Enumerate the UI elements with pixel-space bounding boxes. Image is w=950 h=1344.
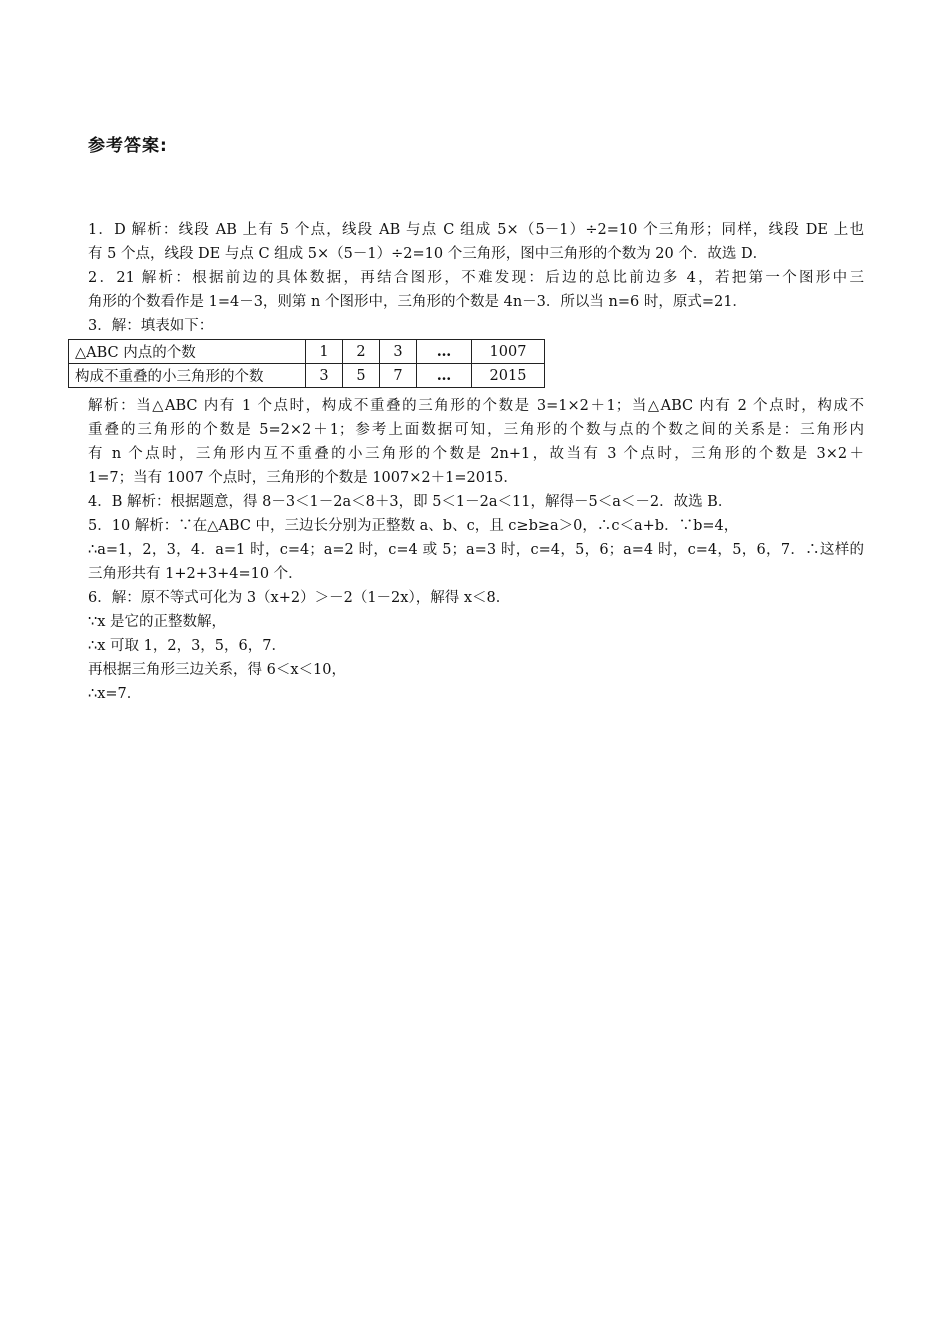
answer-3-analysis-line-2: 重叠的三角形的个数是 5=2×2＋1；参考上面数据可知，三角形的个数与点的个数之间的关系是：三角形内 — [88, 422, 864, 438]
answer-3-intro: 3．解：填表如下： — [88, 318, 214, 334]
table-row — [69, 340, 545, 364]
answer-6-line-3: ∴x 可取 1，2，3，5，6，7． — [88, 638, 286, 654]
table-cell: 7 — [380, 364, 417, 388]
answer-5-line-3: 三角形共有 1+2+3+4=10 个． — [88, 566, 303, 582]
answers-top — [88, 218, 864, 338]
table-cell: 5 — [343, 364, 380, 388]
table-cell: … — [417, 340, 472, 364]
answer-3-analysis-line-4: 1=7；当有 1007 个点时，三角形的个数是 1007×2＋1=2015． — [88, 470, 518, 486]
table-cell: 2 — [343, 340, 380, 364]
points-triangles-table — [68, 339, 545, 388]
answer-1-line-1: 1．D 解析：线段 AB 上有 5 个点，线段 AB 与点 C 组成 5×（5－1）÷2=10 个三角形；同样，线段 DE 上也 — [88, 222, 864, 238]
answer-6-line-2: ∵x 是它的正整数解， — [88, 614, 227, 630]
answer-6-line-5: ∴x=7． — [88, 686, 142, 702]
table-cell: … — [417, 364, 472, 388]
table-row-header: 构成不重叠的小三角形的个数 — [69, 364, 306, 388]
page-title: 参考答案: — [88, 136, 168, 156]
answer-3-analysis-line-3: 有 n 个点时，三角形内互不重叠的小三角形的个数是 2n+1，故当有 3 个点时，三角形的个数是 3×2＋ — [88, 446, 864, 462]
table-row — [69, 364, 545, 388]
table-cell: 1 — [306, 340, 343, 364]
answer-2-line-1: 2．21 解析：根据前边的具体数据，再结合图形，不难发现：后边的总比前边多 4，若把第一个图形中三 — [88, 270, 864, 286]
table-cell: 2015 — [472, 364, 545, 388]
answer-6-line-1: 6．解：原不等式可化为 3（x+2）＞－2（1－2x），解得 x＜8． — [88, 590, 511, 606]
table-cell: 1007 — [472, 340, 545, 364]
table-row-header: △ABC 内点的个数 — [69, 340, 306, 364]
table-cell: 3 — [306, 364, 343, 388]
answer-4: 4．B 解析：根据题意，得 8－3＜1－2a＜8＋3，即 5＜1－2a＜11，解得－5＜a＜－2．故选 B． — [88, 494, 733, 510]
answer-1-line-2: 有 5 个点，线段 DE 与点 C 组成 5×（5－1）÷2=10 个三角形，图中三角形的个数为 20 个．故选 D． — [88, 246, 768, 262]
table-cell: 3 — [380, 340, 417, 364]
answer-6-line-4: 再根据三角形三边关系，得 6＜x＜10， — [88, 662, 346, 678]
answer-3-analysis-line-1: 解析：当△ABC 内有 1 个点时，构成不重叠的三角形的个数是 3=1×2＋1；当△ABC 内有 2 个点时，构成不 — [88, 398, 864, 414]
answer-5-line-2: ∴a=1，2，3，4．a=1 时，c=4；a=2 时，c=4 或 5；a=3 时，c=4，5，6；a=4 时，c=4，5，6，7．∴这样的 — [88, 542, 864, 558]
answers-bottom — [88, 394, 864, 706]
answer-5-line-1: 5．10 解析：∵在△ABC 中，三边长分别为正整数 a、b、c，且 c≥b≥a＞0，∴c＜a+b．∵b=4， — [88, 518, 739, 534]
answer-2-line-2: 角形的个数看作是 1=4－3，则第 n 个图形中，三角形的个数是 4n－3．所以当 n=6 时，原式=21． — [88, 294, 747, 310]
